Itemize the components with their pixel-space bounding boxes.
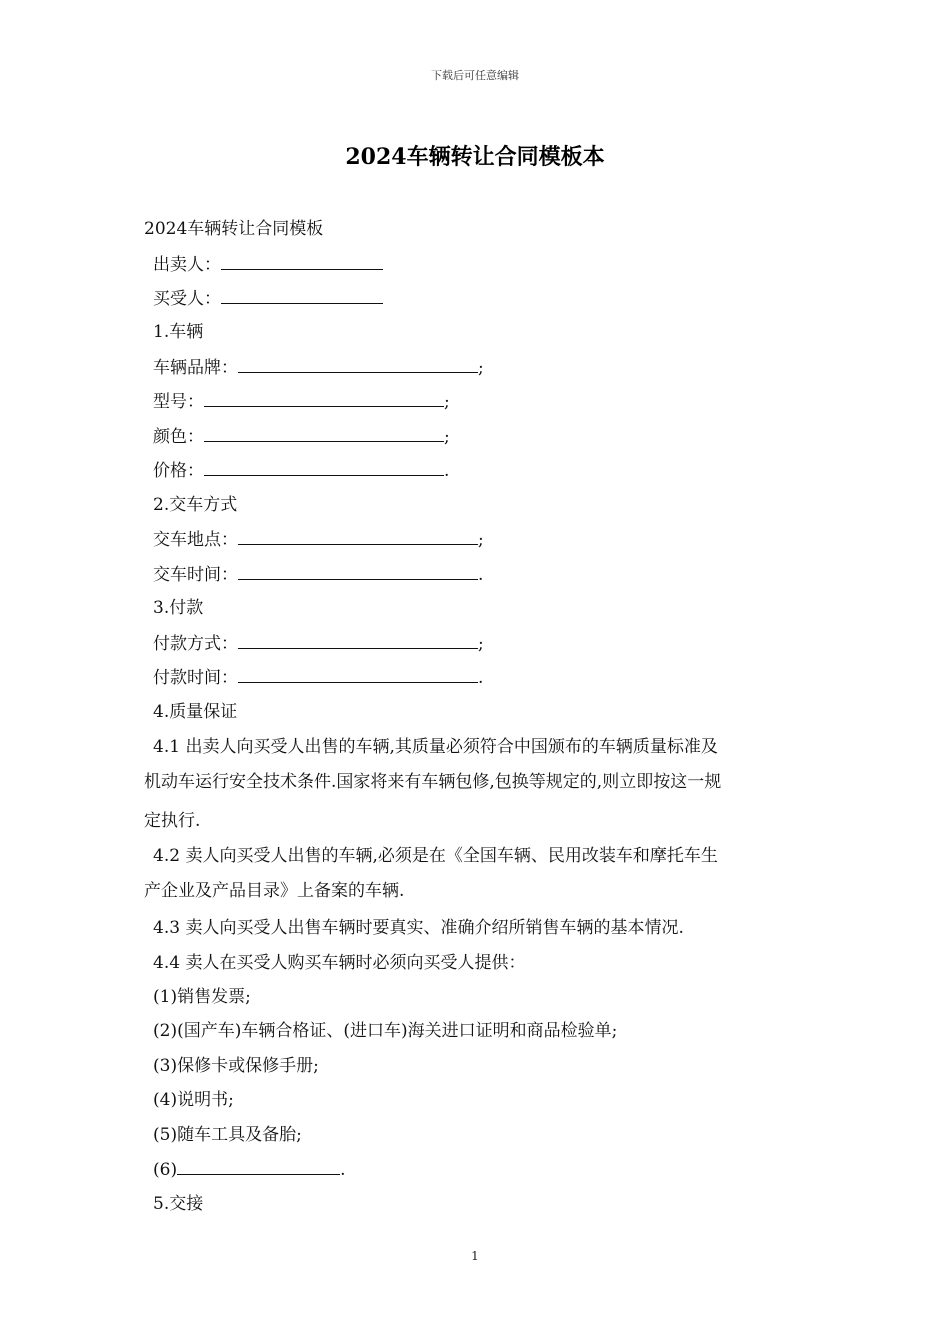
punctuation: . [340,1160,346,1180]
document-title: 2024车辆转让合同模板本 [345,144,605,170]
vehicle-brand-label: 车辆品牌： [153,358,238,378]
price-line [153,459,449,482]
clause-4-3: 4.3 卖人向买受人出售车辆时要真实、准确介绍所销售车辆的基本情况. [153,918,684,938]
delivery-time-label: 交车时间： [153,565,238,585]
payment-time-label: 付款时间： [153,668,238,688]
payment-method-line [153,632,484,655]
seller-blank[interactable] [221,253,383,270]
list-item: (4)说明书; [153,1090,234,1110]
punctuation: . [478,668,484,688]
color-line [153,425,450,448]
color-label: 颜色： [153,427,204,447]
seller-label: 出卖人： [153,255,221,275]
clause-4-2-line2: 产企业及产品目录》上备案的车辆. [144,881,405,901]
payment-method-label: 付款方式： [153,634,238,654]
punctuation: ; [444,392,450,412]
list-item: (1)销售发票; [153,987,251,1007]
clause-4-1-line3: 定执行. [144,811,201,831]
punctuation: ; [444,427,450,447]
price-label: 价格： [153,461,204,481]
color-blank[interactable] [204,425,444,442]
punctuation: . [444,461,450,481]
punctuation: ; [478,358,484,378]
punctuation: ; [478,634,484,654]
header-note: 下载后可任意编辑 [431,69,519,82]
buyer-blank[interactable] [221,287,383,304]
punctuation: . [478,565,484,585]
payment-time-blank[interactable] [238,666,478,683]
vehicle-brand-blank[interactable] [238,356,478,373]
list-item: (2)(国产车)车辆合格证、(进口车)海关进口证明和商品检验单; [153,1021,618,1041]
price-blank[interactable] [204,459,444,476]
delivery-time-line [153,563,483,586]
model-line [153,390,450,413]
clause-4-1-line1: 4.1 出卖人向买受人出售的车辆,其质量必须符合中国颁布的车辆质量标准及 [153,737,718,757]
clause-4-4: 4.4 卖人在买受人购买车辆时必须向买受人提供： [153,953,526,973]
payment-method-blank[interactable] [238,632,478,649]
document-subtitle: 2024车辆转让合同模板 [144,219,324,239]
section5-heading: 5.交接 [153,1194,204,1214]
clause-4-2-line1: 4.2 卖人向买受人出售的车辆,必须是在《全国车辆、民用改装车和摩托车生 [153,846,718,866]
section3-heading: 3.付款 [153,598,204,618]
section4-heading: 4.质量保证 [153,702,238,722]
delivery-place-line [153,528,484,551]
delivery-place-blank[interactable] [238,528,478,545]
section1-heading: 1.车辆 [153,322,204,342]
buyer-line [153,287,383,310]
delivery-place-label: 交车地点： [153,530,238,550]
item6-blank[interactable] [177,1158,340,1175]
delivery-time-blank[interactable] [238,563,478,580]
punctuation: ; [478,530,484,550]
model-blank[interactable] [204,390,444,407]
buyer-label: 买受人： [153,289,221,309]
item6-label: (6) [153,1160,178,1180]
model-label: 型号： [153,392,204,412]
list-item-6 [153,1158,346,1181]
page-number: 1 [471,1249,479,1263]
list-item: (3)保修卡或保修手册; [153,1056,319,1076]
clause-4-1-line2: 机动车运行安全技术条件.国家将来有车辆包修,包换等规定的,则立即按这一规 [144,772,722,792]
list-item: (5)随车工具及备胎; [153,1125,302,1145]
vehicle-brand-line [153,356,484,379]
section2-heading: 2.交车方式 [153,495,238,515]
seller-line [153,253,383,276]
payment-time-line [153,666,483,689]
